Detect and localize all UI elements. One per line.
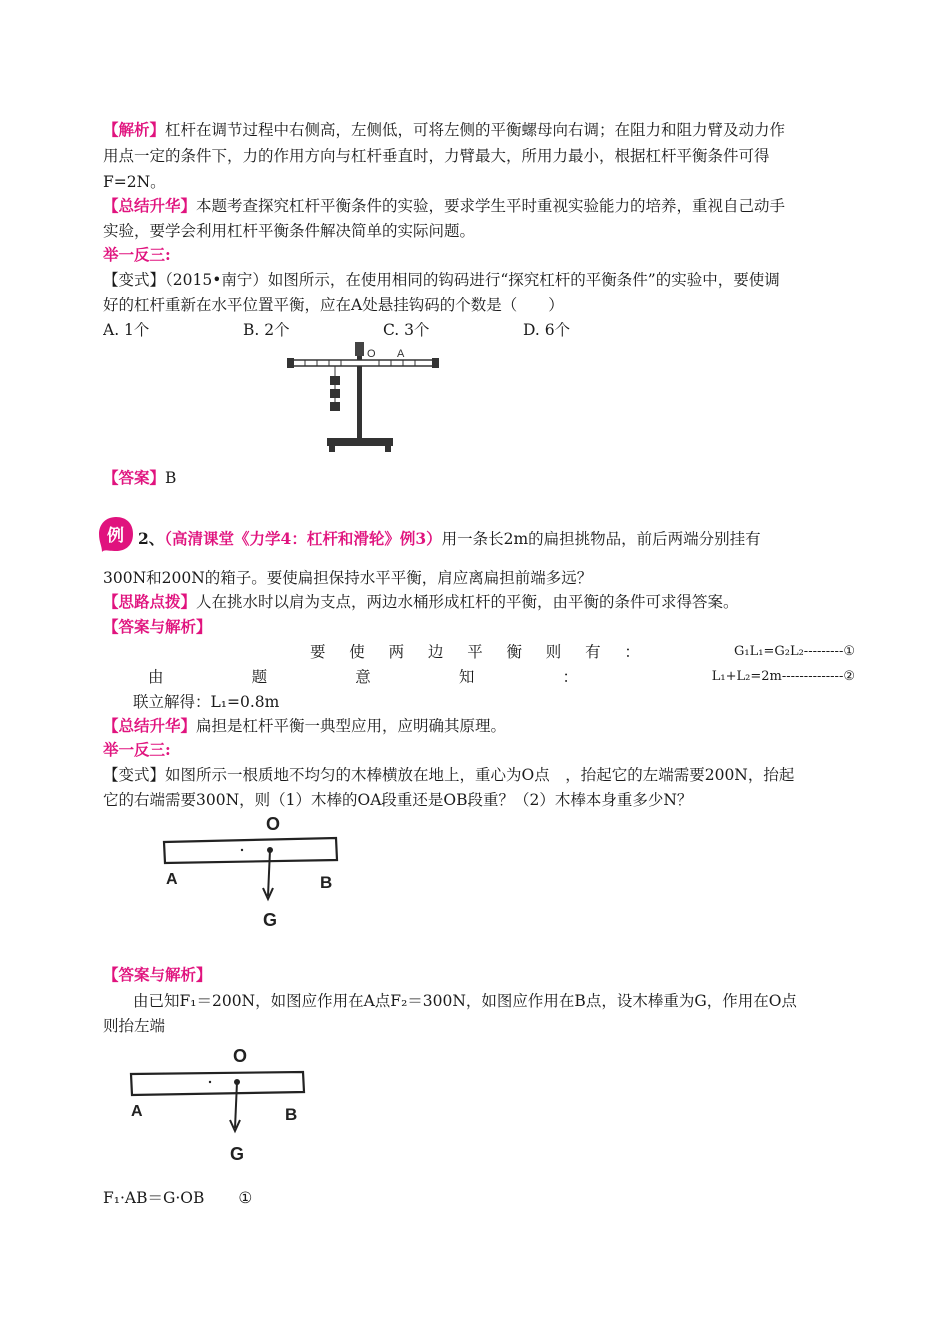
variant2-tag: 【变式】 — [103, 766, 166, 784]
balance-nut-left — [287, 358, 294, 368]
word: 有 — [585, 643, 601, 661]
final-formula-line — [103, 1186, 853, 1210]
stick-outline — [164, 838, 337, 863]
word: ： — [624, 643, 640, 661]
stand-foot-left — [329, 446, 335, 452]
answer-step-1-words — [310, 640, 640, 664]
stand-pole — [357, 342, 362, 438]
word: 则 — [545, 643, 562, 661]
variant2-line-2: 它的右端需要300N，则（1）木棒的OA段重还是OB段重？（2）木棒本身重多少N？ — [103, 791, 693, 809]
stick-figure-2 — [125, 1040, 315, 1170]
balance-nut-right — [432, 358, 439, 368]
extend-heading: 举一反三: — [103, 245, 171, 264]
extend2-heading: 举一反三: — [103, 740, 171, 759]
hint-tag: 【思路点拨】 — [103, 592, 197, 611]
answer-analysis-heading: 【答案与解析】 — [103, 617, 212, 636]
example2-line-1 — [138, 527, 858, 551]
example-badge-icon — [98, 516, 134, 552]
label-o: O — [233, 1046, 248, 1066]
analysis-text-1: 杠杆在调节过程中右侧高，左侧低，可将左侧的平衡螺母向右调；在阻力和阻力臂及动力作 — [165, 121, 786, 139]
variant2-line-1 — [103, 763, 853, 787]
answer-step-3: 联立解得：L₁=0.8m — [133, 693, 280, 711]
example2-line-2: 300N和200N的箱子。要使扁担保持水平平衡，肩应离扁担前端多远？ — [103, 569, 593, 587]
weight-2 — [330, 389, 340, 398]
variant-text-1: （2015•南宁）如图所示，在使用相同的钩码进行“探究杠杆的平衡条件”的实验中，要使调 — [165, 271, 780, 289]
answer2-line-2: 则抬左端 — [103, 1017, 166, 1035]
word: 衡 — [506, 643, 522, 661]
summary-line-1 — [103, 194, 853, 218]
formula-1: G₁L₁=G₂L₂---------① — [734, 644, 855, 659]
analysis-line-2: 用点一定的条件下，力的作用方向与杠杆垂直时，力臂最大，所用力最小，根据杠杆平衡条件可得 — [103, 147, 770, 165]
analysis-line-1 — [103, 118, 853, 142]
stand-base — [327, 438, 393, 446]
label-o: O — [367, 348, 376, 360]
label-a: A — [397, 348, 405, 360]
word: ： — [562, 668, 578, 686]
stand-foot-right — [385, 446, 391, 452]
hint-line — [103, 590, 853, 614]
word: 两 — [388, 643, 405, 661]
label-b: B — [285, 1105, 298, 1124]
weight-1 — [330, 376, 340, 385]
summary-line-2: 实验，要学会利用杠杆平衡条件解决简单的实际问题。 — [103, 222, 476, 240]
gravity-arrow-line — [235, 1082, 237, 1128]
option-d: D. 6个 — [523, 321, 571, 339]
weight-3 — [330, 402, 340, 411]
stick-figure-1 — [160, 808, 350, 938]
option-c: C. 3个 — [383, 321, 430, 339]
word: 平 — [467, 643, 483, 661]
word: 意 — [355, 668, 371, 686]
answer-step-2-words — [148, 665, 578, 689]
pivot-block — [355, 342, 364, 356]
answer-step-2 — [148, 665, 855, 689]
badge-label: 例 — [107, 526, 124, 546]
label-g: G — [263, 910, 278, 930]
option-b: B. 2个 — [243, 321, 290, 339]
answer2-heading: 【答案与解析】 — [103, 965, 212, 984]
gravity-arrow-line — [268, 850, 270, 896]
example-question-1: 用一条长2m的扁担挑物品，前后两端分别挂有 — [441, 530, 761, 548]
lever-bar — [293, 360, 433, 366]
label-g: G — [230, 1144, 245, 1164]
variant-line-1 — [103, 268, 853, 292]
summary2-tag: 【总结升华】 — [103, 716, 197, 735]
label-a: A — [166, 871, 178, 888]
word: 要 — [310, 643, 326, 661]
variant-tag: 【变式】 — [103, 271, 166, 289]
analysis-line-3: F=2N。 — [103, 173, 166, 191]
formula-2: L₁+L₂=2m--------------② — [711, 669, 855, 684]
word: 由 — [148, 668, 164, 686]
option-a: A. 1个 — [103, 321, 150, 339]
word: 题 — [251, 668, 268, 686]
summary-tag: 【总结升华】 — [103, 196, 197, 215]
word: 边 — [427, 643, 444, 661]
summary2-line — [103, 714, 853, 738]
final-formula: F₁·AB＝G·OB — [103, 1189, 205, 1207]
label-b: B — [320, 873, 333, 892]
analysis-tag: 【解析】 — [103, 120, 166, 139]
answer-tag: 【答案】 — [103, 468, 166, 487]
summary2-text: 扁担是杠杆平衡一典型应用，应明确其原理。 — [196, 717, 507, 735]
stick-dot — [241, 849, 243, 851]
summary-text-1: 本题考查探究杠杆平衡条件的实验，要求学生平时重视实验能力的培养，重视自己动手 — [196, 197, 786, 215]
answer-value: B — [165, 469, 177, 487]
answer-step-1 — [310, 640, 855, 664]
answer2-line-1: 由已知F₁＝200N，如图应作用在A点F₂＝300N，如图应作用在B点，设木棒重为G，作用在O点 — [133, 992, 797, 1010]
hint-text: 人在挑水时以肩为支点，两边水桶形成杠杆的平衡，由平衡的条件可求得答案。 — [196, 593, 739, 611]
label-o: O — [266, 814, 281, 834]
answer-line — [103, 466, 853, 490]
variant2-text-1: 如图所示一根质地不均匀的木棒横放在地上，重心为O点 ，抬起它的左端需要200N，抬起 — [165, 766, 795, 784]
example-source: （高清课堂《力学4：杠杆和滑轮》例3） — [164, 529, 442, 548]
word: 使 — [349, 643, 365, 661]
final-mark: ① — [238, 1189, 253, 1207]
lever-apparatus-figure — [285, 340, 445, 455]
example-number: 2、 — [138, 529, 165, 548]
word: 知 — [458, 668, 475, 686]
stick-dot — [209, 1081, 211, 1083]
options-row — [103, 318, 853, 342]
variant-line-2: 好的杠杆重新在水平位置平衡，应在A处悬挂钩码的个数是（ ） — [103, 296, 564, 314]
stick-outline — [131, 1072, 304, 1095]
label-a: A — [131, 1103, 143, 1120]
